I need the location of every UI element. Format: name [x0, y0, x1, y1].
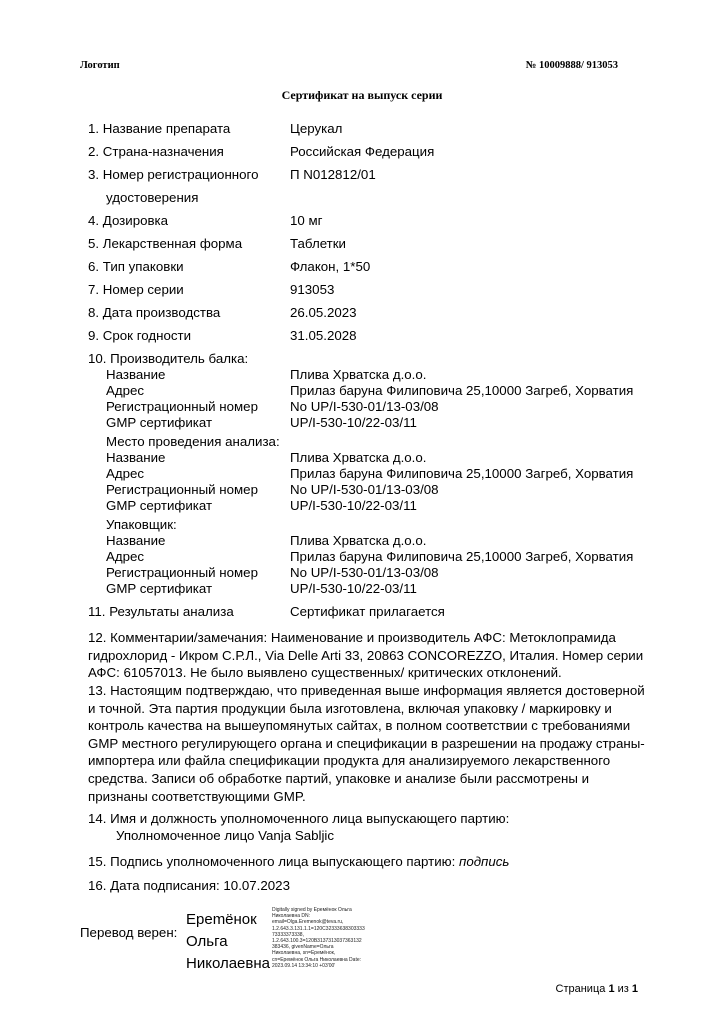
row-value: Прилаз баруна Филиповича 25,10000 Загреб, Хорватия: [290, 549, 634, 564]
authorized-person: Уполномоченное лицо Vanja Sabljic: [116, 828, 335, 843]
signature-label: 15. Подпись уполномоченного лица выпускающего партию:: [88, 854, 459, 869]
row-value: UP/I-530-10/22-03/11: [290, 415, 417, 430]
field-label: удостоверения: [106, 190, 199, 205]
row-value: Плива Хрватска д.о.о.: [290, 533, 427, 548]
field-value: Церукал: [290, 121, 343, 136]
field-label: 6. Тип упаковки: [88, 259, 184, 274]
row-label: Название: [106, 367, 166, 382]
section-heading: Место проведения анализа:: [106, 434, 280, 449]
row-value: No UP/I-530-01/13-03/08: [290, 482, 439, 497]
page-total: 1: [631, 983, 638, 995]
translator-patronymic: Николаевна: [186, 955, 270, 972]
field-value: П N012812/01: [290, 167, 376, 182]
field-label: 1. Название препарата: [88, 121, 231, 136]
authorized-heading: 14. Имя и должность уполномоченного лица выпускающего партию:: [88, 811, 510, 826]
results-value: Сертификат прилагается: [290, 604, 445, 619]
row-label: GMP сертификат: [106, 498, 213, 513]
row-value: Прилаз баруна Филиповича 25,10000 Загреб, Хорватия: [290, 466, 634, 481]
row-value: No UP/I-530-01/13-03/08: [290, 399, 439, 414]
section-heading: Упаковщик:: [106, 517, 177, 532]
row-value: Прилаз баруна Филиповича 25,10000 Загреб, Хорватия: [290, 383, 634, 398]
field-label: 2. Страна-назначения: [88, 144, 224, 159]
section-heading: 10. Производитель балка:: [88, 351, 249, 366]
field-value: Флакон, 1*50: [290, 259, 371, 274]
document-number: № 10009888/ 913053: [525, 60, 618, 71]
confirmation-paragraph: 13. Настоящим подтверждаю, что приведенная выше информация является достоверной и точной. Эта партия продукции была изготовлена, включая упаковку / маркировку и контроль качества на вышеупомянутых сайтах, в полном соответствии с требованиями GMP местного регулирующего органа и спецификации в разрешении на продажу страны-импортера или файла спецификации продукта для анализируемого лекарственного средства. Записи об обработке партий, упаковке и анализе были рассмотрены и признаны соответствующими GMP.: [88, 683, 645, 804]
translation-label: Перевод верен:: [80, 925, 178, 940]
field-label: 4. Дозировка: [88, 213, 169, 228]
translator-name: [186, 909, 270, 975]
row-value: UP/I-530-10/22-03/11: [290, 498, 417, 513]
row-label: Адрес: [106, 383, 145, 398]
row-label: GMP сертификат: [106, 415, 213, 430]
field-label: 3. Номер регистрационного: [88, 167, 259, 182]
field-value: 10 мг: [290, 213, 323, 228]
row-value: Плива Хрватска д.о.о.: [290, 450, 427, 465]
row-value: Плива Хрватска д.о.о.: [290, 367, 427, 382]
field-value: 913053: [290, 282, 335, 297]
page-footer: [556, 983, 638, 995]
field-value: 31.05.2028: [290, 328, 357, 343]
digital-signature-stamp: Digitally signed by Еремёнок Ольга Николаевна DN: email=Olga.Eremenok@teva.ru, 1.2.643.3.131.1.1=120C32333638303333 73333373338, 1.2.643.100.3=120B3137313037363132 383436, givenName=Ольга Николаевна, sn=Еремёнок, cn=Еремёнок Ольга Николаевна Date: 2023.09.14 13:34:10 +03'00': [272, 907, 365, 969]
row-label: Адрес: [106, 549, 145, 564]
field-value: Российская Федерация: [290, 144, 435, 159]
signature-value: подпись: [459, 854, 510, 869]
results-label: 11. Результаты анализа: [88, 604, 234, 619]
page-current: 1: [608, 983, 615, 995]
row-value: No UP/I-530-01/13-03/08: [290, 565, 439, 580]
row-label: Регистрационный номер: [106, 565, 258, 580]
sign-date: 16. Дата подписания: 10.07.2023: [88, 878, 290, 893]
page-prefix: Страница: [555, 983, 609, 995]
row-value: UP/I-530-10/22-03/11: [290, 581, 417, 596]
field-label: 5. Лекарственная форма: [88, 236, 243, 251]
field-value: 26.05.2023: [290, 305, 357, 320]
field-label: 7. Номер серии: [88, 282, 184, 297]
field-label: 8. Дата производства: [88, 305, 221, 320]
field-label: 9. Срок годности: [88, 328, 192, 343]
translator-surname: Ерemёнок: [186, 911, 257, 928]
signature-line: [88, 854, 509, 870]
page-title: Сертификат на выпуск серии: [281, 88, 443, 102]
row-label: Регистрационный номер: [106, 482, 258, 497]
row-label: Адрес: [106, 466, 145, 481]
comments-paragraph: 12. Комментарии/замечания: Наименование и производитель АФС: Метоклопрамида гидрохлорид - Икром С.Р.Л., Via Delle Arti 33, 20863 CONCOREZZO, Италия. Номер серии АФС: 61057013. Не было выявлено существенных/ критических отклонений.: [88, 630, 644, 681]
logo-placeholder: Логотип: [80, 60, 120, 71]
row-label: Название: [106, 533, 166, 548]
translator-first-name: Ольга: [186, 933, 228, 950]
field-value: Таблетки: [290, 236, 346, 251]
page-middle: из: [614, 983, 632, 995]
row-label: Название: [106, 450, 166, 465]
row-label: Регистрационный номер: [106, 399, 258, 414]
row-label: GMP сертификат: [106, 581, 213, 596]
